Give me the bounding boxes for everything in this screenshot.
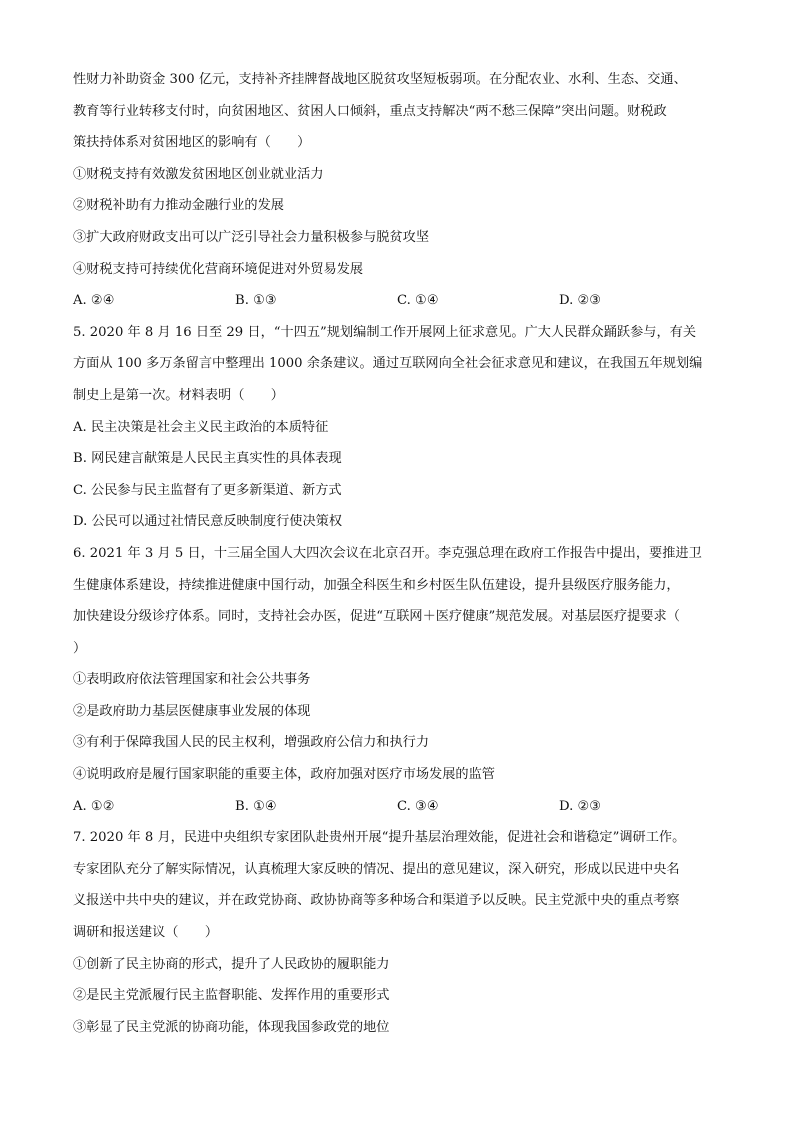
answer-option-c: C. 公民参与民主监督有了更多新渠道、新方式 (73, 482, 342, 498)
answer-option-d: D. 公民可以通过社情民意反映制度行使决策权 (73, 514, 343, 530)
choice-statement: ②财税补助有力推动金融行业的发展 (73, 198, 284, 214)
question-5-text: 制史上是第一次。材料表明（ ） (73, 387, 284, 403)
choice-statement: ①创新了民主协商的形式，提升了人民政协的履职能力 (73, 956, 390, 972)
question-7-text: 7. 2020 年 8 月，民进中央组织专家团队赴贵州开展“提升基层治理效能，促进社会和谐稳定”调研工作。 (73, 830, 686, 846)
answer-option-d: D. ②③ (559, 293, 602, 309)
choice-statement: ④说明政府是履行国家职能的重要主体，政府加强对医疗市场发展的监管 (73, 767, 495, 783)
question-6-text: 加快建设分级诊疗体系。同时，支持社会办医，促进“互联网＋医疗健康”规范发展。对基层医疗提要求（ (73, 609, 680, 625)
text-line: 性财力补助资金 300 亿元，支持补齐挂牌督战地区脱贫攻坚短板弱项。在分配农业、水利、生态、交通、 (73, 72, 687, 87)
choice-statement: ③彰显了民主党派的协商功能，体现我国参政党的地位 (73, 1019, 390, 1035)
choice-statement: ②是民主党派履行民主监督职能、发挥作用的重要形式 (73, 988, 390, 1004)
choice-statement: ②是政府助力基层医健康事业发展的体现 (73, 703, 311, 719)
answer-options-q6 (73, 791, 725, 823)
text-line: 教育等行业转移支付时，向贫困地区、贫困人口倾斜，重点支持解决“两不愁三保障”突出问题。财税政 (73, 103, 667, 119)
answer-option-a: A. ①② (73, 798, 115, 814)
text-line: 策扶持体系对贫困地区的影响有（ ） (73, 135, 311, 151)
answer-option-a: A. ②④ (73, 293, 115, 309)
choice-statement: ③有利于保障我国人民的民主权利，增强政府公信力和执行力 (73, 735, 430, 751)
question-7-text: 调研和报送建议（ ） (73, 925, 219, 941)
question-7-text: 义报送中共中央的建议，并在政党协商、政协协商等多种场合和渠道予以反映。民主党派中央的重点考察 (73, 893, 680, 909)
question-7-text: 专家团队充分了解实际情况，认真梳理大家反映的情况、提出的意见建议，深入研究，形成以民进中央名 (73, 861, 680, 877)
question-6-text: ） (73, 640, 87, 656)
choice-statement: ①财税支持有效激发贫困地区创业就业活力 (73, 166, 324, 182)
answer-option-b: B. 网民建言献策是人民民主真实性的具体表现 (73, 451, 342, 467)
question-6-text: 6. 2021 年 3 月 5 日，十三届全国人大四次会议在北京召开。李克强总理在政府工作报告中提出，要推进卫 (73, 545, 702, 561)
answer-option-b: B. ①③ (235, 293, 277, 309)
answer-options-q4 (73, 285, 725, 317)
answer-option-c: C. ①④ (397, 293, 439, 309)
question-5-text: 5. 2020 年 8 月 16 日至 29 日，“十四五”规划编制工作开展网上征求意见。广大人民群众踊跃参与，有关 (73, 324, 697, 340)
answer-option-c: C. ③④ (397, 798, 439, 814)
answer-option-d: D. ②③ (559, 798, 602, 814)
choice-statement: ④财税支持可持续优化营商环境促进对外贸易发展 (73, 261, 364, 277)
answer-option-b: B. ①④ (235, 798, 277, 814)
choice-statement: ①表明政府依法管理国家和社会公共事务 (73, 672, 311, 688)
answer-option-a: A. 民主决策是社会主义民主政治的本质特征 (73, 419, 329, 435)
question-6-text: 生健康体系建设，持续推进健康中国行动，加强全科医生和乡村医生队伍建设，提升县级医疗服务能力， (73, 577, 680, 593)
question-5-text: 方面从 100 多万条留言中整理出 1000 余条建议。通过互联网向全社会征求意见和建议，在我国五年规划编 (73, 356, 703, 372)
choice-statement: ③扩大政府财政支出可以广泛引导社会力量积极参与脱贫攻坚 (73, 229, 430, 245)
document-content (73, 64, 725, 1043)
